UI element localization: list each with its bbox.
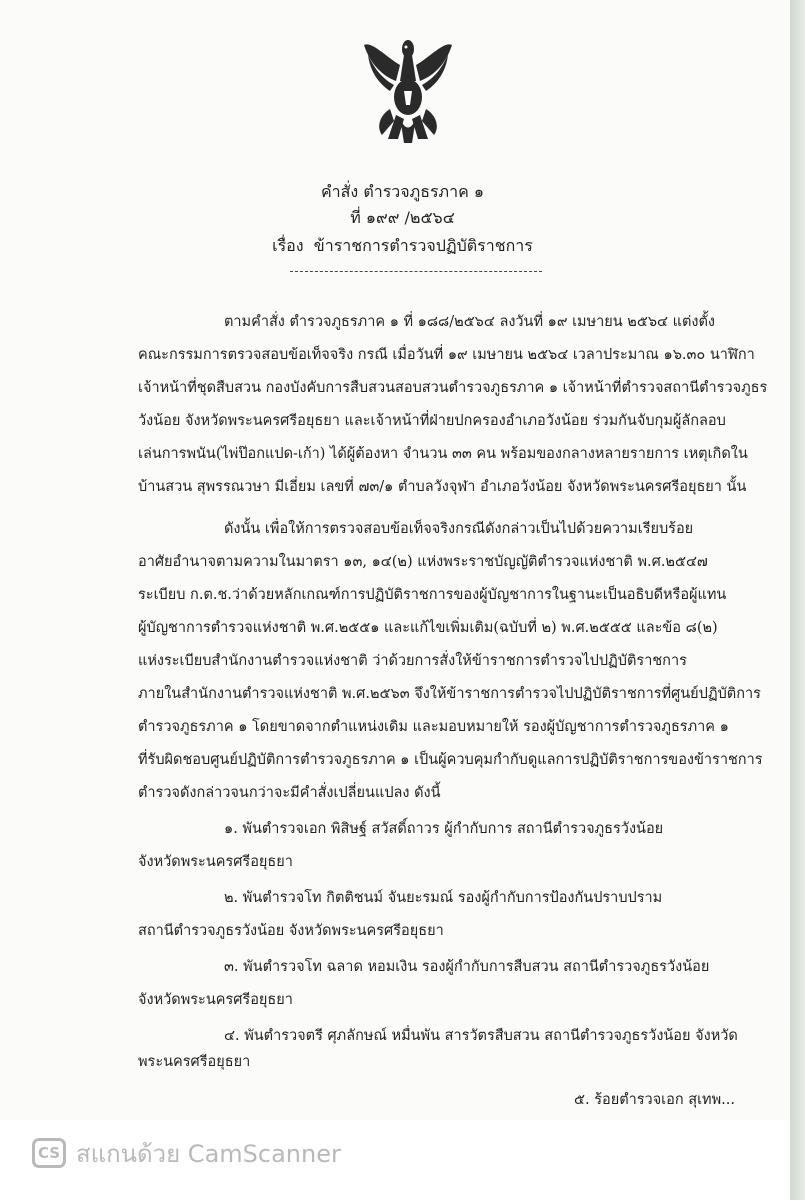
paragraph1-line: บ้านสวน สุพรรณวษา มีเอี่ยม เลขที่ ๗๓/๑ ตำบลวังจุฬา อำเภอวังน้อย จังหวัดพระนครศรีอยุธยา นั้น <box>138 479 747 495</box>
paragraph2-line: อาศัยอำนาจตามความในมาตรา ๑๓, ๑๔(๒) แห่งพระราชบัญญัติตำรวจแห่งชาติ พ.ศ.๒๕๔๗ <box>138 554 708 570</box>
paragraph2-line: แห่งระเบียบสำนักงานตำรวจแห่งชาติ ว่าด้วยการสั่งให้ข้าราชการตำรวจไปปฏิบัติราชการ <box>138 653 687 669</box>
list-item: ๑. พันตำรวจเอก พิสิษฐ์ สวัสดิ์ถาวร ผู้กำกับการ สถานีตำรวจภูธรวังน้อย <box>224 821 664 837</box>
subject-text: ข้าราชการตำรวจปฏิบัติราชการ <box>313 236 533 255</box>
paragraph1-line: วังน้อย จังหวัดพระนครศรีอยุธยา และเจ้าหน้าที่ฝ่ายปกครองอำเภอวังน้อย ร่วมกันจับกุมผู้ลักลอบ <box>138 413 726 429</box>
paragraph2-line: ตำรวจดังกล่าวจนกว่าจะมีคำสั่งเปลี่ยนแปลง ดังนี้ <box>138 785 441 801</box>
paragraph2-line: ระเบียบ ก.ต.ช.ว่าด้วยหลักเกณฑ์การปฏิบัติราชการของผู้บัญชาการในฐานะเป็นอธิบดีหรือผู้แทน <box>138 587 727 603</box>
list-item-continuation: พระนครศรีอยุธยา <box>138 1054 251 1070</box>
list-item-continuation: จังหวัดพระนครศรีอยุธยา <box>138 992 293 1008</box>
paragraph1-line: เจ้าหน้าที่ชุดสืบสวน กองบังคับการสืบสวนสอบสวนตำรวจภูธรภาค ๑ เจ้าหน้าที่ตำรวจสถานีตำรวจภูธร <box>138 380 768 396</box>
paragraph1-line: ตามคำสั่ง ตำรวจภูธรภาค ๑ ที่ ๑๘๘/๒๕๖๔ ลงวันที่ ๑๙ เมษายน ๒๕๖๔ แต่งตั้ง <box>224 314 715 330</box>
order-subject <box>0 234 805 259</box>
continuation-note: ๕. ร้อยตำรวจเอก สุเทพ... <box>574 1092 735 1108</box>
order-title: คำสั่ง ตำรวจภูธรภาค ๑ <box>320 182 485 201</box>
watermark-text: สแกนด้วย CamScanner <box>76 1139 341 1168</box>
paragraph1-line: เล่นการพนัน(ไพ่ป๊อกแปด-เก้า) ได้ผู้ต้องหา จำนวน ๓๓ คน พร้อมของกลางหลายรายการ เหตุเกิดใน <box>138 446 748 462</box>
order-number: ที่ ๑๙๙ /๒๕๖๔ <box>350 208 455 227</box>
subject-label: เรื่อง <box>272 236 304 255</box>
paragraph2-line: ที่รับผิดชอบศูนย์ปฏิบัติการตำรวจภูธรภาค ๑ เป็นผู้ควบคุมกำกับดูแลการปฏิบัติราชการของข้าราชการ <box>138 752 763 768</box>
list-item: ๓. พันตำรวจโท ฉลาด หอมเงิน รองผู้กำกับการสืบสวน สถานีตำรวจภูธรวังน้อย <box>224 959 710 975</box>
garuda-emblem-icon <box>360 35 456 147</box>
camscanner-watermark <box>32 1136 341 1170</box>
header-divider <box>290 271 542 272</box>
paragraph2-line: ตำรวจภูธรภาค ๑ โดยขาดจากตำแหน่งเดิม และมอบหมายให้ รองผู้บัญชาการตำรวจภูธรภาค ๑ <box>138 719 729 735</box>
paragraph2-line: ดังนั้น เพื่อให้การตรวจสอบข้อเท็จจริงกรณีดังกล่าวเป็นไปด้วยความเรียบร้อย <box>224 521 694 537</box>
list-item-continuation: สถานีตำรวจภูธรวังน้อย จังหวัดพระนครศรีอยุธยา <box>138 923 444 939</box>
camscanner-logo-icon: CS <box>32 1138 66 1168</box>
list-item: ๔. พันตำรวจตรี ศุภลักษณ์ หมื่นพัน สารวัตรสืบสวน สถานีตำรวจภูธรวังน้อย จังหวัด <box>224 1028 738 1044</box>
paragraph2-line: ผู้บัญชาการตำรวจแห่งชาติ พ.ศ.๒๕๕๑ และแก้ไขเพิ่มเติม(ฉบับที่ ๒) พ.ศ.๒๕๕๕ และข้อ ๘(๒) <box>138 620 718 636</box>
list-item-continuation: จังหวัดพระนครศรีอยุธยา <box>138 854 293 870</box>
paragraph1-line: คณะกรรมการตรวจสอบข้อเท็จจริง กรณี เมื่อวันที่ ๑๙ เมษายน ๒๕๖๔ เวลาประมาณ ๑๖.๓๐ นาฬิกา <box>138 347 755 363</box>
paragraph2-line: ภายในสำนักงานตำรวจแห่งชาติ พ.ศ.๒๕๖๓ จึงให้ข้าราชการตำรวจไปปฏิบัติราชการที่ศูนย์ปฏิบัติการ <box>138 686 761 702</box>
list-item: ๒. พันตำรวจโท กิตติชนม์ จันยะรมณ์ รองผู้กำกับการป้องกันปราบปราม <box>224 890 663 906</box>
